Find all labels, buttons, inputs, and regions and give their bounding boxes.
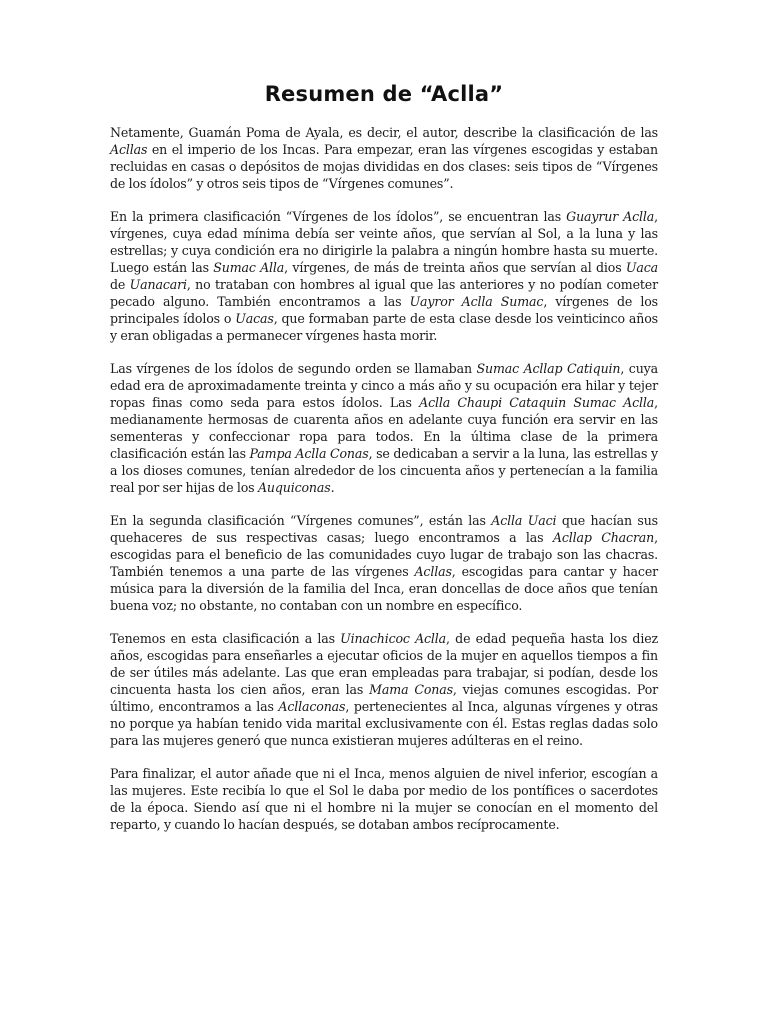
text-run: En la primera clasificación “Vírgenes de los ídolos”, se encuentran las [110,209,567,224]
text-run: en el imperio de los Incas. Para empezar, eran las vírgenes escogidas y estaban recluidas en casas o depósitos de mojas divididas en dos clases: seis tipos de “Vírgenes de los ídolos” y otros seis tipos de “Vírgenes comunes”. [110,142,658,191]
paragraph-2 [110,208,658,344]
paragraph-5 [110,630,658,749]
text-run: , vírgenes, cuya edad mínima debía ser veinte años, que servían al Sol, a la luna y las estrellas; y cuya condición era no dirigirle la palabra a ningún hombre hasta su muerte. Luego están las [110,209,658,275]
italic-term: Uaca [625,260,658,275]
text-run: , que formaban parte de esta clase desde los veinticinco años y eran obligadas a permanecer vírgenes hasta morir. [110,311,658,343]
text-run: Para finalizar, el autor añade que ni el Inca, menos alguien de nivel inferior, escogían a las mujeres. Este recibía lo que el Sol le daba por medio de los pontífices o sacerdotes de la época. Siendo así que ni el hombre ni la mujer se conocían en el momento del reparto, y cuando lo hacían después, se dotaban ambos recíprocamente. [110,766,658,832]
text-run: , no trataban con hombres al igual que las anteriores y no podían cometer pecado alguno. También encontramos a las [110,277,658,309]
paragraph-4 [110,512,658,614]
italic-term: Aclla Chaupi Cataquin Sumac Aclla [419,395,655,410]
italic-term: Uanacari [129,277,187,292]
italic-term: Acllaconas [278,699,346,714]
italic-term: Mama Conas [369,682,453,697]
italic-term: Auquiconas [257,480,331,495]
italic-term: Uayror Aclla Sumac [409,294,544,309]
italic-term: Acllas [110,142,148,157]
italic-term: Acllas [414,564,452,579]
text-run: , escogidas para cantar y hacer música para la diversión de la familia del Inca, eran doncellas de doce años que tenían buena voz; no obstante, no contaban con un nombre en específico. [110,564,658,613]
italic-term: Acllap Chacran [552,530,655,545]
italic-term: Aclla Uaci [491,513,557,528]
text-run: Las vírgenes de los ídolos de segundo orden se llamaban [110,361,477,376]
italic-term: Sumac Acllap Catiquin [476,361,621,376]
text-run: , escogidas para el beneficio de las comunidades cuyo lugar de trabajo son las chacras. También tenemos a una parte de las vírgenes [110,530,658,579]
text-run: , vírgenes de los principales ídolos o [110,294,658,326]
text-run: . [330,480,335,495]
italic-term: Sumac Alla [213,260,285,275]
italic-term: Pampa Aclla Conas [249,446,369,461]
text-run: , se dedicaban a servir a la luna, las estrellas y a los dioses comunes, tenían alrededor de los cincuenta años y pertenecían a la familia real por ser hijas de los [110,446,658,495]
paragraph-6 [110,765,658,833]
text-run: , de edad pequeña hasta los diez años, escogidas para enseñarles a ejecutar oficios de la mujer en aquellos tiempos a fin de ser útiles más adelante. Las que eran empleadas para trabajar, si podían, desde los cincuenta hasta los cien años, eran las [110,631,658,697]
text-run: , cuya edad era de aproximadamente treinta y cinco a más año y su ocupación era hilar y tejer ropas finas como seda para estos ídolos. Las [110,361,658,410]
italic-term: Uinachicoc Aclla [340,631,447,646]
text-run: , pertenecientes al Inca, algunas vírgenes y otras no porque ya habían tenido vida marital exclusivamente con él. Estas reglas dadas solo para las mujeres generó que nunca existieran mujeres adúlteras en el reino. [110,699,658,748]
text-run: de [110,277,130,292]
page-title: Resumen de “Aclla” [264,82,504,106]
text-run: , viejas comunes escogidas. Por último, encontramos a las [110,682,658,714]
italic-term: Uacas [235,311,274,326]
document-body [110,124,658,833]
paragraph-3 [110,360,658,496]
text-run: , medianamente hermosas de cuarenta años en adelante cuya función era servir en las sementeras y confeccionar ropa para todos. En la última clase de la primera clasificación están las [110,395,658,461]
text-run: que hacían sus quehaceres de sus respectivas casas; luego encontramos a las [110,513,658,545]
text-run: Tenemos en esta clasificación a las [110,631,341,646]
text-run: En la segunda clasificación “Vírgenes comunes”, están las [110,513,492,528]
italic-term: Guayrur Aclla [566,209,655,224]
text-run: , vírgenes, de más de treinta años que servían al dios [284,260,626,275]
paragraph-1 [110,124,658,192]
text-run: Netamente, Guamán Poma de Ayala, es decir, el autor, describe la clasificación de las [110,125,658,140]
